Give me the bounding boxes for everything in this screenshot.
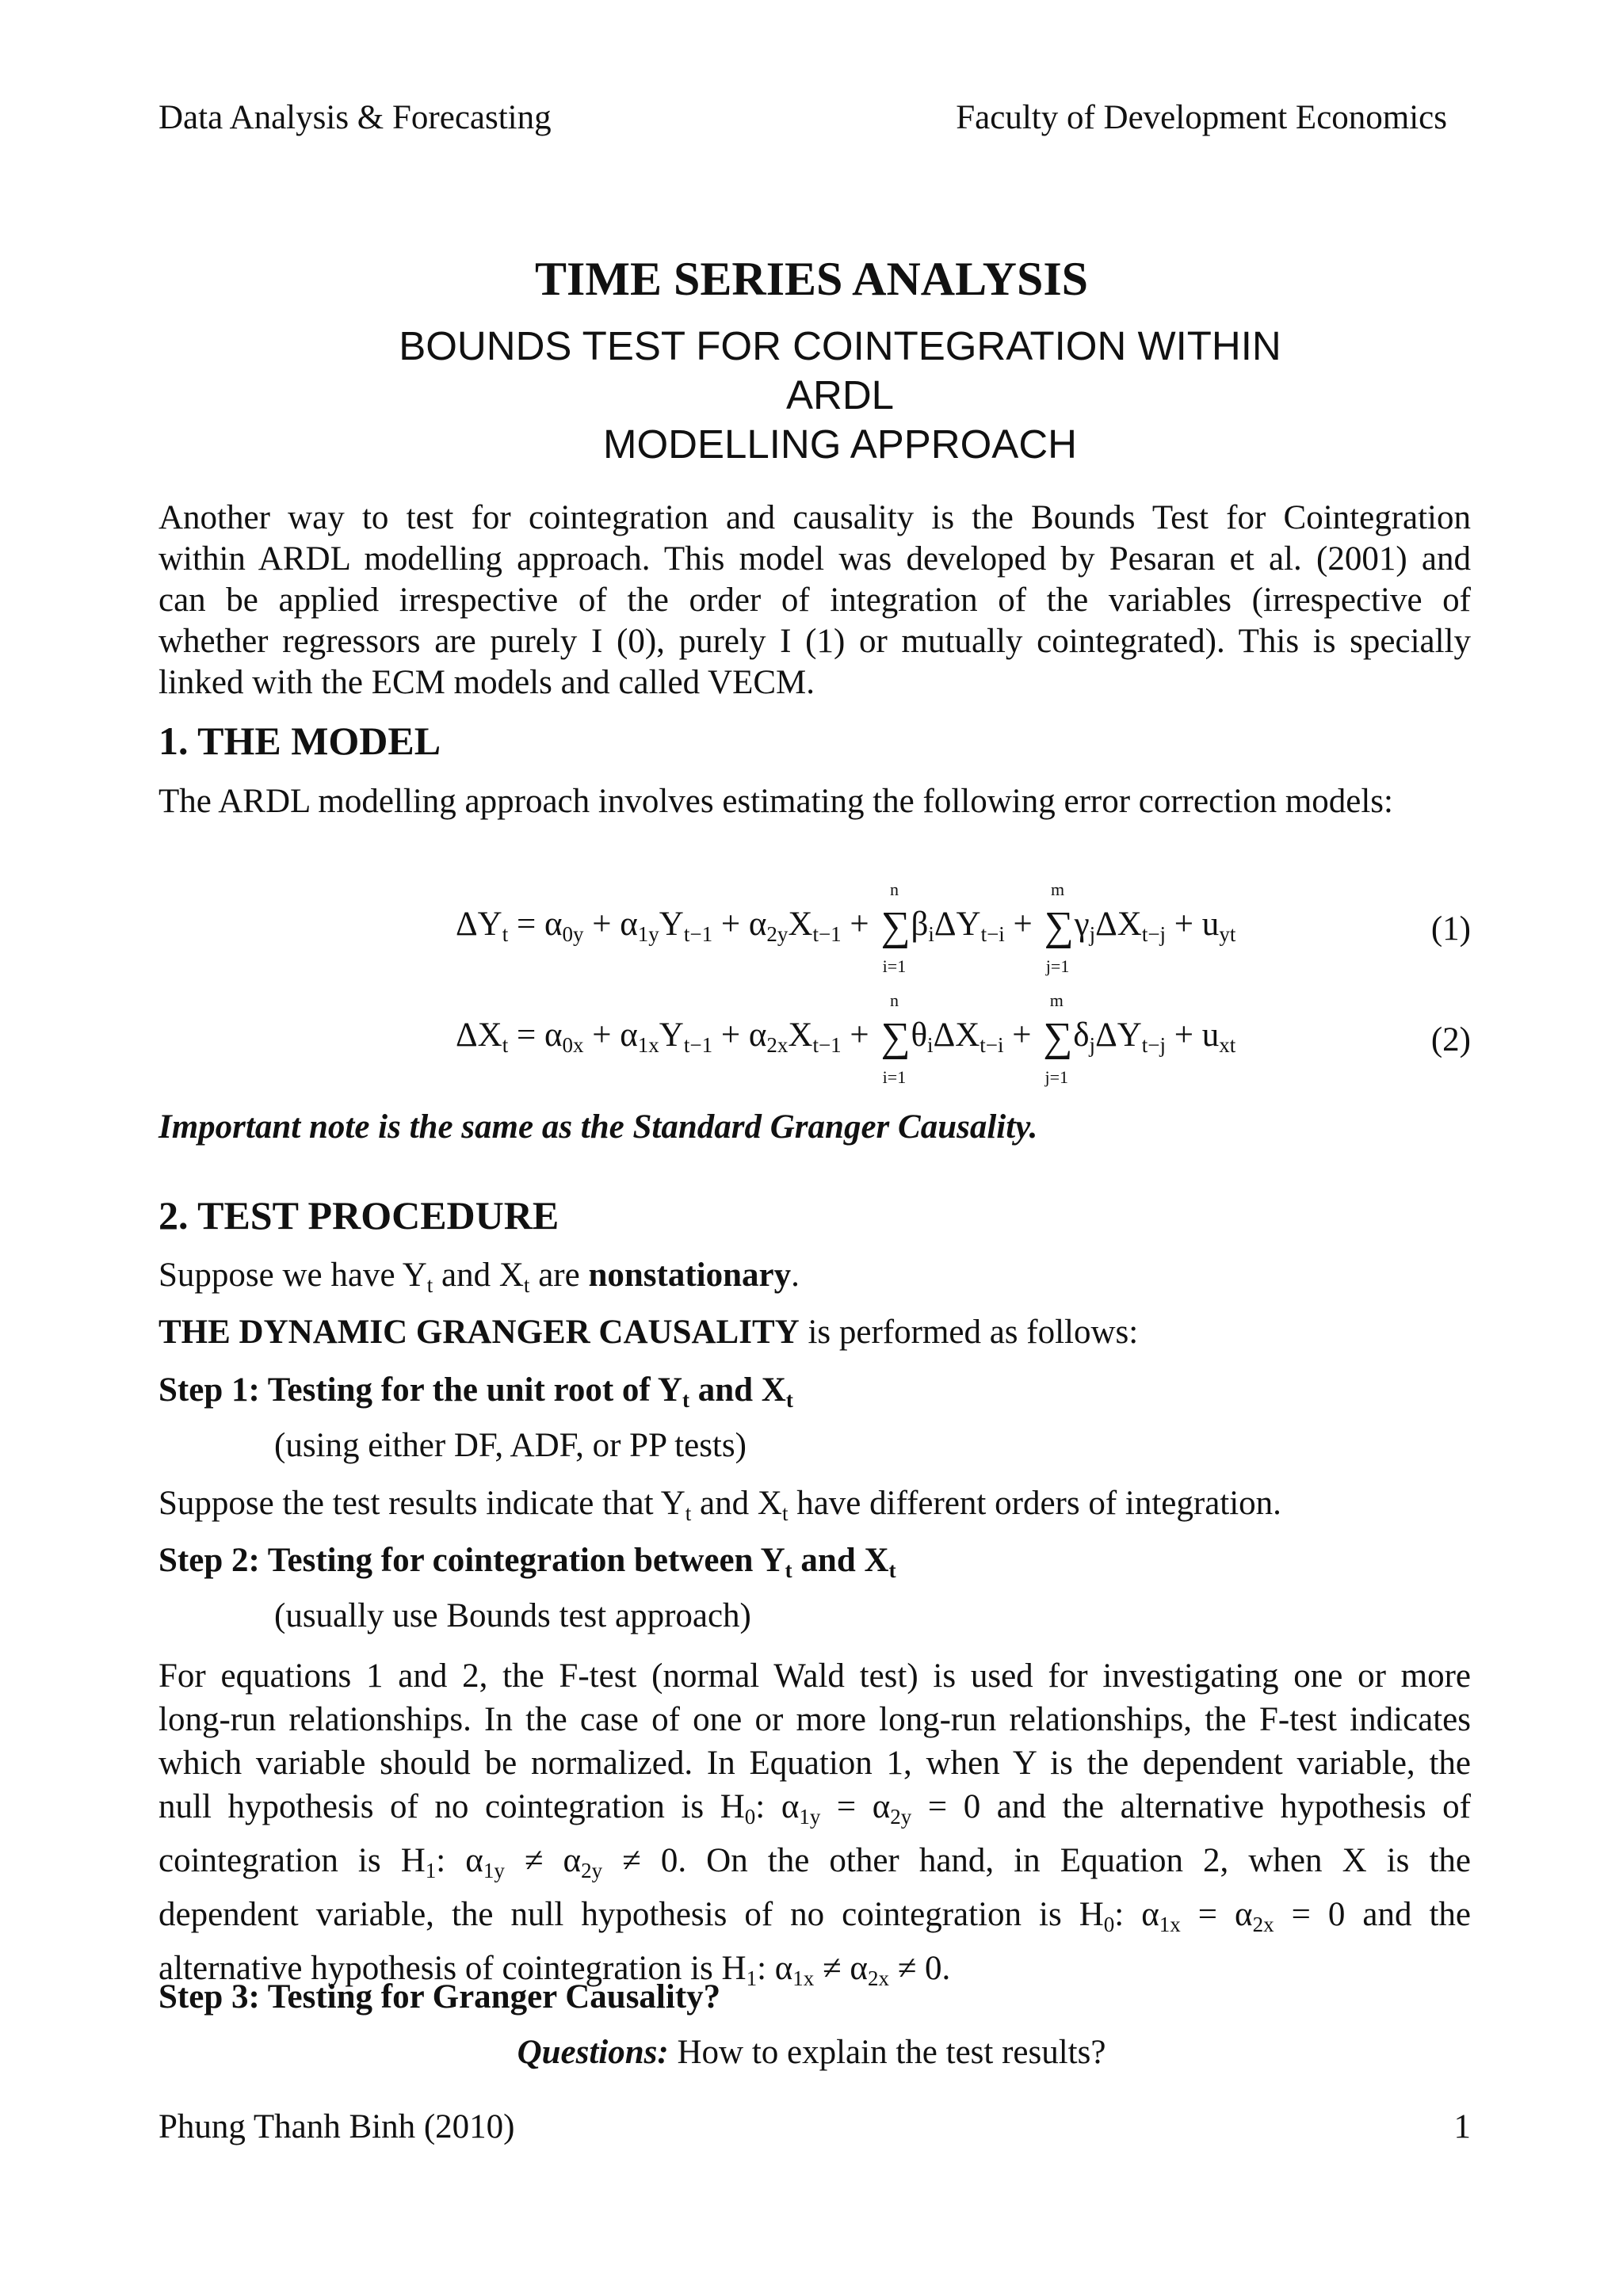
text-span: Step 3: Testing for Granger Causality?: [158, 1978, 721, 2016]
intro-line: whether regressors are purely I (0), purely I (1) or mutually cointegrated). This is specially: [158, 623, 1471, 660]
text-span: Step 2: Testing for cointegration between Y: [158, 1542, 785, 1579]
footer-author: Phung Thanh Binh (2010): [158, 2108, 515, 2145]
equation-2-number: (2): [1430, 1021, 1471, 1058]
intro-line: can be applied irrespective of the order of integration of the variables (irrespective of: [158, 582, 1471, 619]
text-span: alternative hypothesis of cointegration is H: [158, 1950, 747, 1987]
header-right: Faculty of Development Economics: [956, 99, 1447, 136]
text-span: Step 1: Testing for the unit root of Y: [158, 1371, 682, 1409]
intro-paragraph: [158, 498, 1471, 704]
step-1-heading: Step 1: Testing for the unit root of $Y_t$ and $X_t$: [158, 1371, 793, 1412]
text-span: have different orders of integration.: [788, 1485, 1281, 1522]
intro-line: linked with the ECM models and called VECM.: [158, 664, 815, 701]
text-span: and X: [792, 1542, 889, 1579]
step-2-note: (usually use Bounds test approach): [274, 1597, 751, 1634]
para-line: For equations 1 and 2, the F-test (normal Wald test) is used for investigating one or more: [158, 1657, 1471, 1695]
intro-line: within ARDL modelling approach. This model was developed by Pesaran et al. (2001) and: [158, 540, 1471, 578]
text-span: and X: [689, 1371, 786, 1409]
equation-1-number: (1): [1430, 910, 1471, 948]
model-intro-text: The ARDL modelling approach involves estimating the following error correction models:: [158, 783, 1393, 820]
para-line: which variable should be normalized. In Equation 1, when Y is the dependent variable, the: [158, 1745, 1471, 1782]
suppose-text: Suppose we have $Y_t$ and $X_t$ are nonstationary.: [158, 1257, 800, 1297]
text-span: .: [791, 1257, 800, 1294]
results-text: Suppose the test results indicate that $Y_t$ and $X_t$ have different orders of integration.: [158, 1485, 1281, 1525]
text-span: Suppose we have Y: [158, 1257, 427, 1294]
step-2-heading: Step 2: Testing for cointegration between $Y_t$ and $X_t$: [158, 1542, 896, 1582]
questions-label: Questions:: [517, 2034, 669, 2071]
text-span: is performed as follows:: [799, 1314, 1139, 1351]
text-span: Suppose the test results indicate that Y: [158, 1485, 685, 1522]
text-span: are: [529, 1257, 589, 1294]
para-line: cointegration is $H_1$: $\alpha_{1y} \ne \alpha_{2y} \ne 0$. On the other hand, in Equation 2, when X is the: [158, 1842, 1471, 1882]
text-span: and X: [691, 1485, 782, 1522]
equation-1: $\Delta Y_t = \alpha_{0y} + \alpha_{1y}Y_{t-1} + \alpha_{2y}X_{t-1}$ + n ∑ i=1 $\beta_i\Delta Y_{t-i}$ + m ∑ j=1 $\gamma_j\Delta X_{t-j} + u_{yt}$: [456, 879, 1236, 976]
step-1-note: (using either DF, ADF, or PP tests): [274, 1427, 747, 1464]
important-note: Important note is the same as the Standard Granger Causality.: [158, 1108, 1038, 1146]
intro-line: Another way to test for cointegration and causality is the Bounds Test for Cointegration: [158, 499, 1471, 536]
step-3-heading: [158, 1978, 720, 2016]
para-line: long-run relationships. In the case of one or more long-run relationships, the F-test indicates: [158, 1701, 1471, 1738]
page-number: 1: [1453, 2108, 1471, 2145]
text-span: How to explain the test results?: [668, 2034, 1106, 2071]
para-line: dependent variable, the null hypothesis of no cointegration is $H_0$: $\alpha_{1x} = \alpha_{2x} = 0$ and the: [158, 1896, 1471, 1936]
subtitle-line-2: MODELLING APPROACH: [603, 421, 1077, 467]
bold-term: THE DYNAMIC GRANGER CAUSALITY: [158, 1314, 800, 1351]
page-subtitle: [380, 322, 1300, 469]
header-left: Data Analysis & Forecasting: [158, 99, 552, 136]
para-line: null hypothesis of no cointegration is $H_0$: $\alpha_{1y} = \alpha_{2y} = 0$ and the alternative hypothesis of: [158, 1788, 1471, 1829]
text-span: and X: [433, 1257, 524, 1294]
questions-line: [0, 2033, 1623, 2072]
subtitle-line-1: BOUNDS TEST FOR COINTEGRATION WITHIN ARDL: [399, 323, 1281, 418]
dynamic-granger-text: [158, 1313, 1138, 1352]
section-heading-procedure: 2. TEST PROCEDURE: [158, 1193, 559, 1238]
page-title: TIME SERIES ANALYSIS: [534, 253, 1089, 305]
para-line: alternative hypothesis of cointegration is $H_1$: $\alpha_{1x} \ne \alpha_{2x} \ne 0$.: [158, 1950, 951, 1990]
bold-term: nonstationary: [588, 1257, 792, 1294]
section-heading-model: 1. THE MODEL: [158, 719, 441, 763]
bounds-paragraph: [158, 1654, 1471, 2000]
equation-2: $\Delta X_t = \alpha_{0x} + \alpha_{1x}Y_{t-1} + \alpha_{2x}X_{t-1}$ + n ∑ i=1 $\theta_i\Delta X_{t-i}$ + m ∑ j=1 $\delta_j\Delta Y_{t-j} + u_{xt}$: [456, 990, 1236, 1087]
